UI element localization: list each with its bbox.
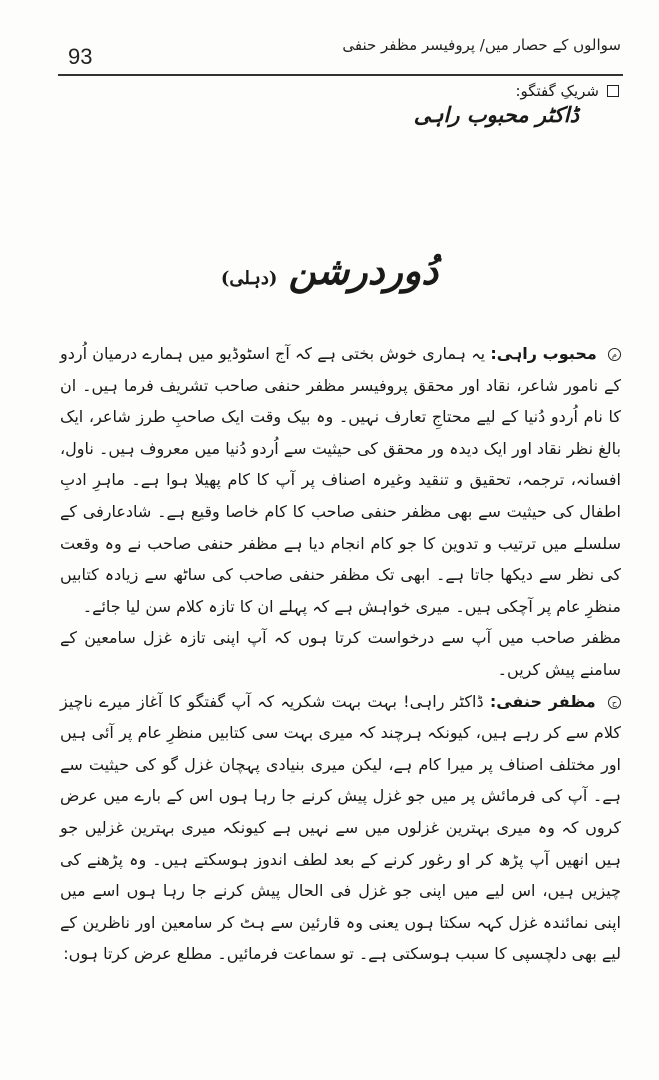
speaker-name: محبوب راہی: bbox=[490, 344, 597, 363]
paragraph bbox=[60, 338, 621, 622]
participants-block bbox=[359, 82, 619, 127]
header-rule bbox=[58, 74, 623, 76]
checkbox-bullet-icon bbox=[607, 85, 619, 97]
title-sub: (دہلی) bbox=[220, 268, 278, 289]
speaker-marker-icon: ح bbox=[608, 696, 621, 709]
paragraph-text: یہ ہماری خوش بختی ہے کہ آج اسٹوڈیو میں ہمارے درمیان اُردو کے نامور شاعر، نقاد اور محقق پروفیسر مظفر حنفی صاحب تشریف فرما ہیں۔ ان کا نام اُردو دُنیا کے لیے محتاجِ تعارف نہیں۔ وہ بیک وقت ایک صاحبِ طرز شاعر، ایک بالغ نظر نقاد اور ایک دیدہ ور محقق کی حیثیت سے اُردو دُنیا میں معروف ہیں۔ ناول، افسانہ، ترجمہ، تحقیق و تنقید وغیرہ اصناف پر آپ کا کام پھیلا ہوا ہے۔ ماہرِ ادبِ اطفال کی حیثیت سے بھی مظفر حنفی صاحب کا کام خاصا وقیع ہے۔ شادعارفی کے سلسلے میں ترتیب و تدوین کا جو کام انجام دیا ہے مظفر حنفی صاحب نے وہ وقعت کی نظر سے دیکھا جاتا ہے۔ ابھی تک مظفر حنفی صاحب کی ساٹھ سے زیادہ کتابیں منظرِ عام پر آچکی ہیں۔ میری خواہش ہے کہ پہلے ان کا تازہ کلام سن لیا جائے۔ bbox=[60, 344, 621, 616]
title-main: دُوردرشن bbox=[288, 248, 439, 293]
running-title: سوالوں کے حصار میں/ پروفیسر مظفر حنفی bbox=[342, 36, 621, 54]
participants-label: شریکِ گفتگو: bbox=[515, 82, 599, 100]
paragraph bbox=[60, 686, 621, 970]
participants-label-row bbox=[359, 82, 619, 100]
paragraph-text: ڈاکٹر راہی! بہت بہت شکریہ کہ آپ گفتگو کا آغاز میرے ناچیز کلام سے کر رہے ہیں، کیونکہ ہرچند کہ میری بہت سی کتابیں منظرِ عام پر آئی ہیں اور مختلف اصناف پر میرا کام ہے، لیکن میری بنیادی پہچان غزل گو کی حیثیت سے ہے۔ آپ کی فرمائش پر میں جو غزل پیش کرنے جا رہا ہوں اس کے بارے میں عرض کروں کہ وہ میری بہترین غزلوں میں سے نہیں ہے کیونکہ میری بہترین غزلیں جو ہیں انھیں آپ پڑھ کر او رغور کرنے کے بعد لطف اندوز ہوسکتے ہیں۔ وہ پڑھنے کی چیزیں ہیں، اس لیے میں اپنی جو غزل فی الحال پیش کرنے جا رہا ہوں اسے میں اپنی نمائندہ غزل کہہ سکتا ہوں یعنی وہ قارئین سے ہٹ کر سامعین اور ناظرین کے لیے بھی دلچسپی کا سبب ہوسکتی ہے۔ تو سماعت فرمائیں۔ مطلع عرض کرتا ہوں: bbox=[60, 691, 622, 964]
interview-body bbox=[60, 338, 621, 970]
chapter-title bbox=[0, 248, 659, 293]
paragraph bbox=[60, 622, 621, 685]
speaker-marker-icon: م bbox=[608, 348, 621, 361]
participant-name: ڈاکٹر محبوب راہی bbox=[413, 102, 579, 127]
paragraph-text: مظفر صاحب میں آپ سے درخواست کرتا ہوں کہ آپ اپنی تازہ غزل سامعین کے سامنے پیش کریں۔ bbox=[60, 628, 621, 679]
speaker-name: مظفر حنفی: bbox=[489, 691, 596, 711]
page-number: 93 bbox=[68, 44, 93, 69]
